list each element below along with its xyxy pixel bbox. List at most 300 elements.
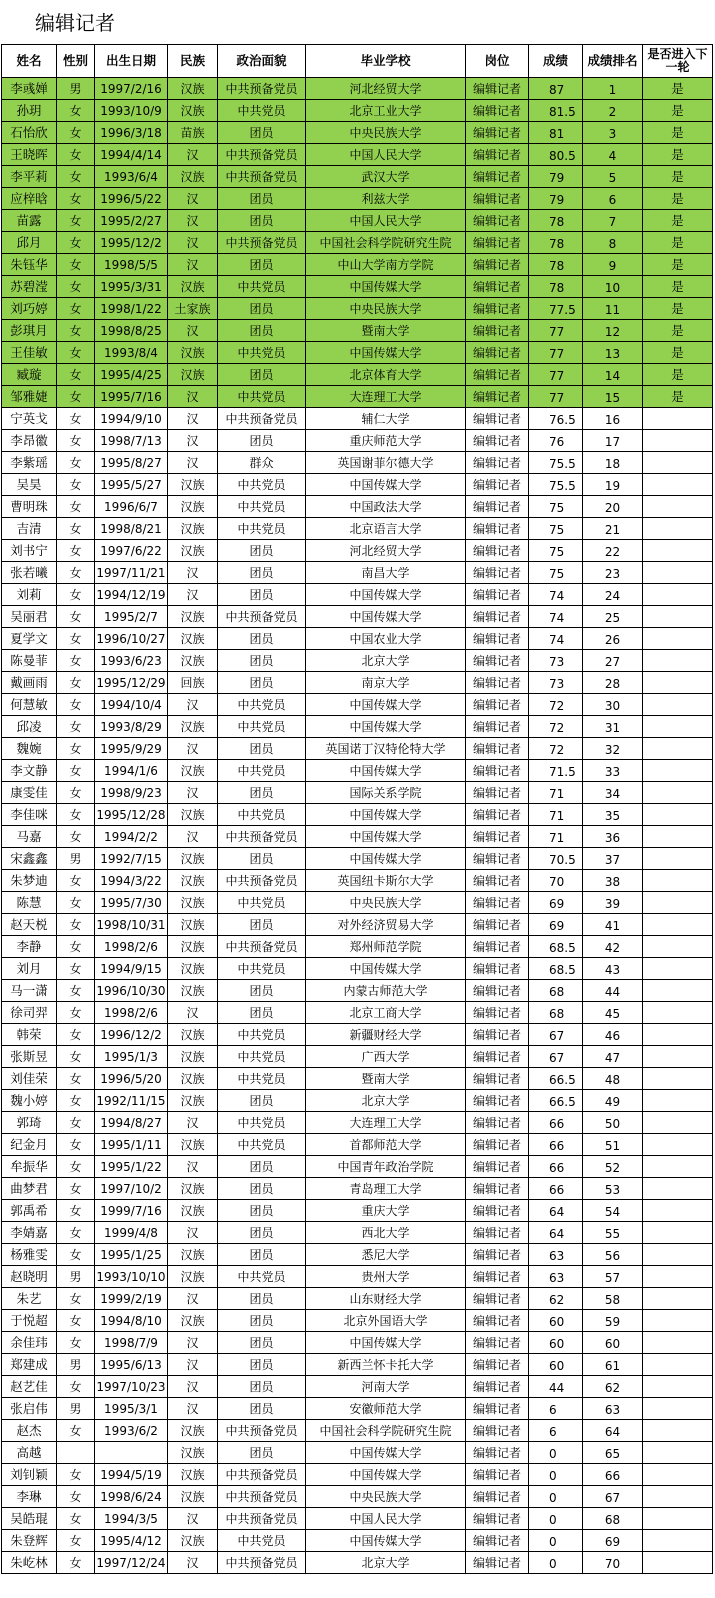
cell-birthdate: 1995/12/29 [95, 672, 168, 694]
header-score: 成绩 [529, 45, 583, 78]
cell-name: 孙玥 [2, 100, 57, 122]
cell-gender: 女 [57, 1090, 95, 1112]
cell-rank: 64 [583, 1420, 643, 1442]
cell-political-status: 中共预备党员 [218, 1420, 306, 1442]
cell-next-round [643, 1442, 713, 1464]
cell-rank: 47 [583, 1046, 643, 1068]
cell-position: 编辑记者 [466, 1398, 529, 1420]
cell-next-round [643, 892, 713, 914]
cell-school: 中国政法大学 [306, 496, 466, 518]
cell-birthdate: 1996/5/20 [95, 1068, 168, 1090]
cell-political-status: 团员 [218, 914, 306, 936]
cell-score: 68.5 [529, 936, 583, 958]
cell-rank: 26 [583, 628, 643, 650]
cell-political-status: 中共党员 [218, 760, 306, 782]
cell-position: 编辑记者 [466, 694, 529, 716]
cell-name: 石怡欣 [2, 122, 57, 144]
cell-next-round [643, 1310, 713, 1332]
cell-gender: 女 [57, 584, 95, 606]
cell-school: 新疆财经大学 [306, 1024, 466, 1046]
cell-next-round [643, 716, 713, 738]
cell-name: 纪金月 [2, 1134, 57, 1156]
cell-name: 朱屹林 [2, 1552, 57, 1574]
cell-position: 编辑记者 [466, 1002, 529, 1024]
cell-rank: 38 [583, 870, 643, 892]
cell-score: 81 [529, 122, 583, 144]
cell-political-status: 中共预备党员 [218, 936, 306, 958]
cell-score: 71 [529, 782, 583, 804]
table-row [2, 496, 713, 518]
cell-birthdate: 1993/10/10 [95, 1266, 168, 1288]
table-row [2, 958, 713, 980]
cell-next-round [643, 980, 713, 1002]
table-row [2, 672, 713, 694]
table-row [2, 1090, 713, 1112]
cell-position: 编辑记者 [466, 540, 529, 562]
cell-position: 编辑记者 [466, 1090, 529, 1112]
cell-birthdate: 1999/4/8 [95, 1222, 168, 1244]
table-row [2, 1244, 713, 1266]
cell-gender: 女 [57, 716, 95, 738]
cell-next-round [643, 760, 713, 782]
cell-next-round [643, 1090, 713, 1112]
cell-gender: 女 [57, 1200, 95, 1222]
table-row [2, 100, 713, 122]
cell-next-round [643, 408, 713, 430]
cell-ethnicity: 汉 [168, 144, 218, 166]
cell-next-round [643, 782, 713, 804]
cell-next-round [643, 606, 713, 628]
cell-rank: 30 [583, 694, 643, 716]
cell-political-status: 团员 [218, 1288, 306, 1310]
cell-rank: 27 [583, 650, 643, 672]
cell-rank: 13 [583, 342, 643, 364]
cell-gender: 女 [57, 562, 95, 584]
cell-political-status: 团员 [218, 1244, 306, 1266]
cell-political-status: 中共党员 [218, 342, 306, 364]
cell-ethnicity: 汉族 [168, 1068, 218, 1090]
cell-school: 山东财经大学 [306, 1288, 466, 1310]
cell-rank: 14 [583, 364, 643, 386]
cell-gender: 女 [57, 1486, 95, 1508]
cell-school: 中山大学南方学院 [306, 254, 466, 276]
table-row [2, 1464, 713, 1486]
cell-political-status: 团员 [218, 1222, 306, 1244]
cell-gender: 女 [57, 496, 95, 518]
cell-score: 0 [529, 1464, 583, 1486]
cell-next-round [643, 628, 713, 650]
cell-birthdate: 1995/7/16 [95, 386, 168, 408]
cell-rank: 21 [583, 518, 643, 540]
cell-ethnicity: 汉族 [168, 1046, 218, 1068]
cell-political-status: 中共预备党员 [218, 144, 306, 166]
table-row [2, 540, 713, 562]
cell-gender: 男 [57, 1266, 95, 1288]
cell-rank: 63 [583, 1398, 643, 1420]
cell-next-round [643, 1112, 713, 1134]
cell-rank: 67 [583, 1486, 643, 1508]
table-row [2, 892, 713, 914]
cell-birthdate: 1998/7/13 [95, 430, 168, 452]
cell-position: 编辑记者 [466, 936, 529, 958]
cell-score: 78 [529, 254, 583, 276]
cell-next-round [643, 914, 713, 936]
cell-ethnicity: 汉 [168, 254, 218, 276]
cell-school: 中国人民大学 [306, 144, 466, 166]
cell-ethnicity: 汉 [168, 1332, 218, 1354]
cell-political-status: 中共党员 [218, 518, 306, 540]
cell-gender: 女 [57, 1332, 95, 1354]
cell-political-status: 团员 [218, 848, 306, 870]
cell-ethnicity: 汉 [168, 584, 218, 606]
cell-rank: 15 [583, 386, 643, 408]
header-ethnicity: 民族 [168, 45, 218, 78]
table-row [2, 1442, 713, 1464]
cell-birthdate: 1995/1/25 [95, 1244, 168, 1266]
cell-school: 广西大学 [306, 1046, 466, 1068]
cell-ethnicity: 汉 [168, 826, 218, 848]
cell-position: 编辑记者 [466, 188, 529, 210]
cell-next-round [643, 848, 713, 870]
cell-ethnicity: 汉族 [168, 848, 218, 870]
cell-name: 臧璇 [2, 364, 57, 386]
cell-position: 编辑记者 [466, 1244, 529, 1266]
cell-position: 编辑记者 [466, 386, 529, 408]
table-row [2, 1178, 713, 1200]
cell-political-status: 中共预备党员 [218, 1552, 306, 1574]
cell-next-round [643, 1288, 713, 1310]
cell-position: 编辑记者 [466, 1112, 529, 1134]
cell-score: 74 [529, 628, 583, 650]
cell-school: 北京大学 [306, 1552, 466, 1574]
cell-name: 牟振华 [2, 1156, 57, 1178]
cell-gender: 女 [57, 232, 95, 254]
cell-rank: 62 [583, 1376, 643, 1398]
cell-rank: 10 [583, 276, 643, 298]
cell-score: 75 [529, 496, 583, 518]
cell-score: 70.5 [529, 848, 583, 870]
cell-birthdate [95, 1442, 168, 1464]
cell-position: 编辑记者 [466, 1486, 529, 1508]
cell-school: 重庆大学 [306, 1200, 466, 1222]
cell-position: 编辑记者 [466, 1530, 529, 1552]
table-row [2, 1398, 713, 1420]
cell-next-round: 是 [643, 232, 713, 254]
cell-gender: 女 [57, 188, 95, 210]
cell-gender: 女 [57, 870, 95, 892]
cell-gender: 女 [57, 1046, 95, 1068]
cell-name: 李昂徽 [2, 430, 57, 452]
cell-ethnicity: 汉 [168, 386, 218, 408]
cell-rank: 18 [583, 452, 643, 474]
cell-ethnicity: 汉族 [168, 342, 218, 364]
cell-position: 编辑记者 [466, 430, 529, 452]
cell-school: 重庆师范大学 [306, 430, 466, 452]
cell-name: 赵天棁 [2, 914, 57, 936]
cell-name: 康雯佳 [2, 782, 57, 804]
cell-political-status: 团员 [218, 1398, 306, 1420]
header-next-round: 是否进入下一轮 [643, 45, 713, 78]
cell-gender: 女 [57, 980, 95, 1002]
cell-gender: 女 [57, 144, 95, 166]
header-position: 岗位 [466, 45, 529, 78]
cell-score: 0 [529, 1530, 583, 1552]
cell-score: 76.5 [529, 408, 583, 430]
cell-political-status: 中共党员 [218, 386, 306, 408]
table-row [2, 914, 713, 936]
cell-score: 6 [529, 1398, 583, 1420]
cell-score: 87 [529, 78, 583, 100]
cell-political-status: 中共预备党员 [218, 606, 306, 628]
table-row [2, 1200, 713, 1222]
cell-birthdate: 1995/7/30 [95, 892, 168, 914]
cell-school: 中国人民大学 [306, 1508, 466, 1530]
cell-birthdate: 1994/5/19 [95, 1464, 168, 1486]
cell-next-round [643, 738, 713, 760]
table-row [2, 254, 713, 276]
cell-score: 75.5 [529, 474, 583, 496]
cell-next-round [643, 1420, 713, 1442]
cell-gender: 女 [57, 474, 95, 496]
cell-rank: 68 [583, 1508, 643, 1530]
cell-ethnicity: 汉族 [168, 1134, 218, 1156]
cell-name: 宋鑫鑫 [2, 848, 57, 870]
cell-score: 78 [529, 276, 583, 298]
cell-name: 王晓晖 [2, 144, 57, 166]
cell-position: 编辑记者 [466, 320, 529, 342]
cell-position: 编辑记者 [466, 1464, 529, 1486]
cell-rank: 12 [583, 320, 643, 342]
cell-next-round: 是 [643, 210, 713, 232]
cell-ethnicity: 汉 [168, 320, 218, 342]
cell-political-status: 中共党员 [218, 100, 306, 122]
cell-score: 64 [529, 1222, 583, 1244]
cell-next-round [643, 1266, 713, 1288]
cell-next-round [643, 1354, 713, 1376]
cell-political-status: 团员 [218, 1002, 306, 1024]
cell-political-status: 团员 [218, 980, 306, 1002]
cell-position: 编辑记者 [466, 298, 529, 320]
cell-political-status: 团员 [218, 584, 306, 606]
cell-name: 应梓晗 [2, 188, 57, 210]
cell-rank: 34 [583, 782, 643, 804]
cell-birthdate: 1994/3/22 [95, 870, 168, 892]
table-row [2, 562, 713, 584]
cell-position: 编辑记者 [466, 716, 529, 738]
cell-ethnicity: 汉族 [168, 1420, 218, 1442]
cell-score: 77 [529, 364, 583, 386]
cell-birthdate: 1998/9/23 [95, 782, 168, 804]
cell-ethnicity: 汉 [168, 430, 218, 452]
cell-ethnicity: 汉族 [168, 716, 218, 738]
cell-political-status: 团员 [218, 1156, 306, 1178]
table-row [2, 1068, 713, 1090]
cell-name: 李琳 [2, 1486, 57, 1508]
cell-score: 60 [529, 1354, 583, 1376]
cell-rank: 5 [583, 166, 643, 188]
cell-position: 编辑记者 [466, 738, 529, 760]
table-row [2, 122, 713, 144]
cell-score: 71 [529, 826, 583, 848]
cell-rank: 16 [583, 408, 643, 430]
cell-ethnicity: 汉族 [168, 1530, 218, 1552]
cell-birthdate: 1993/8/29 [95, 716, 168, 738]
table-row [2, 1024, 713, 1046]
header-school: 毕业学校 [306, 45, 466, 78]
cell-birthdate: 1998/2/6 [95, 936, 168, 958]
cell-political-status: 中共党员 [218, 694, 306, 716]
table-row [2, 210, 713, 232]
cell-school: 新西兰怀卡托大学 [306, 1354, 466, 1376]
cell-rank: 49 [583, 1090, 643, 1112]
cell-rank: 22 [583, 540, 643, 562]
cell-next-round: 是 [643, 122, 713, 144]
cell-rank: 11 [583, 298, 643, 320]
cell-school: 中国社会科学院研究生院 [306, 232, 466, 254]
table-row [2, 452, 713, 474]
cell-gender: 女 [57, 1464, 95, 1486]
cell-gender: 女 [57, 1024, 95, 1046]
cell-ethnicity: 汉族 [168, 914, 218, 936]
cell-ethnicity: 汉族 [168, 650, 218, 672]
cell-score: 79 [529, 188, 583, 210]
cell-school: 英国谢菲尔德大学 [306, 452, 466, 474]
table-row [2, 1222, 713, 1244]
cell-position: 编辑记者 [466, 276, 529, 298]
cell-rank: 2 [583, 100, 643, 122]
cell-score: 75.5 [529, 452, 583, 474]
table-body [2, 78, 713, 1574]
cell-gender: 女 [57, 122, 95, 144]
cell-ethnicity: 汉 [168, 210, 218, 232]
cell-gender: 女 [57, 430, 95, 452]
cell-birthdate: 1994/8/27 [95, 1112, 168, 1134]
cell-rank: 8 [583, 232, 643, 254]
cell-name: 魏小婷 [2, 1090, 57, 1112]
table-row [2, 276, 713, 298]
cell-school: 中国传媒大学 [306, 694, 466, 716]
cell-rank: 31 [583, 716, 643, 738]
cell-gender: 女 [57, 1288, 95, 1310]
cell-rank: 7 [583, 210, 643, 232]
cell-political-status: 中共党员 [218, 474, 306, 496]
cell-birthdate: 1994/1/6 [95, 760, 168, 782]
cell-gender: 女 [57, 804, 95, 826]
cell-next-round [643, 518, 713, 540]
cell-rank: 35 [583, 804, 643, 826]
cell-birthdate: 1994/12/19 [95, 584, 168, 606]
header-political-status: 政治面貌 [218, 45, 306, 78]
table-row [2, 804, 713, 826]
cell-name: 朱艺 [2, 1288, 57, 1310]
cell-next-round [643, 1046, 713, 1068]
cell-political-status: 中共预备党员 [218, 1464, 306, 1486]
cell-school: 北京大学 [306, 1090, 466, 1112]
cell-birthdate: 1995/6/13 [95, 1354, 168, 1376]
table-row [2, 364, 713, 386]
cell-political-status: 中共预备党员 [218, 870, 306, 892]
cell-ethnicity: 汉族 [168, 980, 218, 1002]
cell-gender: 女 [57, 958, 95, 980]
cell-position: 编辑记者 [466, 1068, 529, 1090]
cell-rank: 51 [583, 1134, 643, 1156]
table-row [2, 848, 713, 870]
cell-rank: 42 [583, 936, 643, 958]
cell-name: 杨雅雯 [2, 1244, 57, 1266]
cell-school: 中国人民大学 [306, 210, 466, 232]
cell-ethnicity: 汉 [168, 562, 218, 584]
cell-birthdate: 1996/10/27 [95, 628, 168, 650]
cell-ethnicity: 汉族 [168, 540, 218, 562]
cell-next-round [643, 1222, 713, 1244]
cell-position: 编辑记者 [466, 342, 529, 364]
cell-birthdate: 1997/6/22 [95, 540, 168, 562]
table-row [2, 1112, 713, 1134]
cell-position: 编辑记者 [466, 584, 529, 606]
table-row [2, 1002, 713, 1024]
cell-next-round [643, 474, 713, 496]
cell-political-status: 中共党员 [218, 1134, 306, 1156]
cell-ethnicity: 汉 [168, 452, 218, 474]
cell-ethnicity: 汉族 [168, 804, 218, 826]
cell-birthdate: 1994/8/10 [95, 1310, 168, 1332]
cell-gender: 女 [57, 892, 95, 914]
cell-score: 74 [529, 606, 583, 628]
cell-gender: 女 [57, 540, 95, 562]
cell-rank: 53 [583, 1178, 643, 1200]
cell-score: 63 [529, 1266, 583, 1288]
cell-school: 南京大学 [306, 672, 466, 694]
table-row [2, 1552, 713, 1574]
cell-next-round: 是 [643, 386, 713, 408]
cell-birthdate: 1994/10/4 [95, 694, 168, 716]
table-row [2, 166, 713, 188]
cell-rank: 66 [583, 1464, 643, 1486]
cell-school: 英国纽卡斯尔大学 [306, 870, 466, 892]
cell-gender: 女 [57, 408, 95, 430]
cell-score: 75 [529, 540, 583, 562]
cell-next-round [643, 1464, 713, 1486]
cell-rank: 19 [583, 474, 643, 496]
cell-rank: 43 [583, 958, 643, 980]
cell-next-round [643, 1398, 713, 1420]
cell-next-round [643, 826, 713, 848]
cell-ethnicity: 汉 [168, 738, 218, 760]
cell-name: 余佳玮 [2, 1332, 57, 1354]
cell-school: 河南大学 [306, 1376, 466, 1398]
cell-gender: 女 [57, 936, 95, 958]
cell-gender [57, 1442, 95, 1464]
cell-name: 刘钊颖 [2, 1464, 57, 1486]
cell-next-round: 是 [643, 320, 713, 342]
cell-ethnicity: 汉族 [168, 364, 218, 386]
cell-score: 78 [529, 210, 583, 232]
cell-political-status: 团员 [218, 210, 306, 232]
cell-school: 中国传媒大学 [306, 1442, 466, 1464]
cell-school: 中国传媒大学 [306, 804, 466, 826]
cell-gender: 男 [57, 1398, 95, 1420]
cell-political-status: 团员 [218, 628, 306, 650]
cell-name: 朱梦迪 [2, 870, 57, 892]
cell-name: 马嘉 [2, 826, 57, 848]
cell-name: 王佳敏 [2, 342, 57, 364]
table-row [2, 738, 713, 760]
table-row [2, 1420, 713, 1442]
table-row [2, 980, 713, 1002]
cell-birthdate: 1997/10/23 [95, 1376, 168, 1398]
cell-position: 编辑记者 [466, 958, 529, 980]
cell-political-status: 中共党员 [218, 1112, 306, 1134]
